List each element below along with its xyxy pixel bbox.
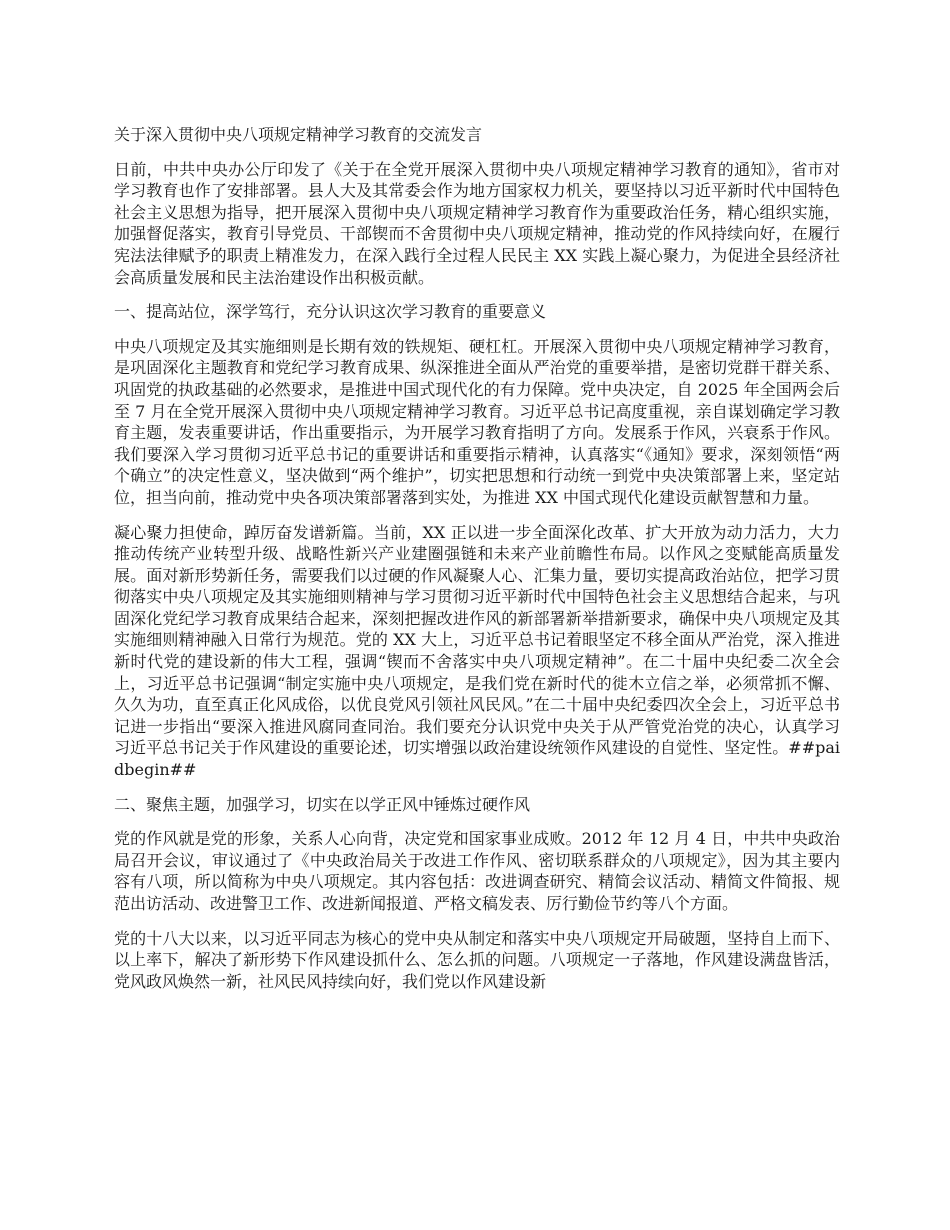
paragraph: 中央八项规定及其实施细则是长期有效的铁规矩、硬杠杠。开展深入贯彻中央八项规定精神学习教育，是巩固深化主题教育和党纪学习教育成果、纵深推进全面从严治党的重要举措，是密切党群干群关系、巩固党的执政基础的必然要求，是推进中国式现代化的有力保障。党中央决定，自 2025 年全国两会后至 7 月在全党开展深入贯彻中央八项规定精神学习教育。习近平总书记高度重视，亲自谋划确定学习教育主题，发表重要讲话，作出重要指示，为开展学习教育指明了方向。发展系于作风，兴衰系于作风。我们要深入学习贯彻习近平总书记的重要讲话和重要指示精神，认真落实“《通知》要求，深刻领悟“两个确立”的决定性意义，坚决做到“两个维护”，切实把思想和行动统一到党中央决策部署上来，坚定站位，担当向前，推动党中央各项决策部署落到实处，为推进 XX 中国式现代化建设贡献智慧和力量。	[114, 336, 840, 507]
paragraph: 日前，中共中央办公厅印发了《关于在全党开展深入贯彻中央八项规定精神学习教育的通知》，省市对学习教育也作了安排部署。县人大及其常委会作为地方国家权力机关，要坚持以习近平新时代中国特色社会主义思想为指导，把开展深入贯彻中央八项规定精神学习教育作为重要政治任务，精心组织实施，加强督促落实，教育引导党员、干部锲而不舍贯彻中央八项规定精神，推动党的作风持续向好，在履行宪法法律赋予的职责上精准发力，在深入践行全过程人民民主 XX 实践上凝心聚力，为促进全县经济社会高质量发展和民主法治建设作出积极贡献。	[114, 159, 840, 287]
section-heading: 一、提高站位，深学笃行，充分认识这次学习教育的重要意义	[114, 302, 547, 322]
paragraph: 凝心聚力担使命，踔厉奋发谱新篇。当前，XX 正以进一步全面深化改革、扩大开放为动力活力，大力推动传统产业转型升级、战略性新兴产业建圈强链和未来产业前瞻性布局。以作风之变赋能高质量发展。面对新形势新任务，需要我们以过硬的作风凝聚人心、汇集力量，要切实提高政治站位，把学习贯彻落实中央八项规定及其实施细则精神与学习贯彻习近平新时代中国特色社会主义思想结合起来，与巩固深化党纪学习教育成果结合起来，深刻把握改进作风的新部署新举措新要求，确保中央八项规定及其实施细则精神融入日常行为规范。党的 XX 大上，习近平总书记着眼坚定不移全面从严治党，深入推进新时代党的建设新的伟大工程，强调“锲而不舍落实中央八项规定精神”。在二十届中央纪委二次全会上，习近平总书记强调“制定实施中央八项规定，是我们党在新时代的徙木立信之举，必须常抓不懈、久久为功，直至真正化风成俗，以优良党风引领社风民风。”在二十届中央纪委四次全会上，习近平总书记进一步指出“要深入推进风腐同查同治。我们要充分认识党中央关于从严管党治党的决心，认真学习习近平总书记关于作风建设的重要论述，切实增强以政治建设统领作风建设的自觉性、坚定性。##paidbegin##	[114, 522, 840, 780]
document-page	[114, 124, 840, 1005]
section-heading: 二、聚焦主题，加强学习，切实在以学正风中锤炼过硬作风	[114, 794, 531, 814]
document-title: 关于深入贯彻中央八项规定精神学习教育的交流发言	[114, 125, 483, 144]
paragraph: 党的作风就是党的形象，关系人心向背，决定党和国家事业成败。2012 年 12 月 4 日，中共中央政治局召开会议，审议通过了《中央政治局关于改进工作作风、密切联系群众的八项规定》，因为其主要内容有八项，所以简称为中央八项规定。其内容包括：改进调查研究、精简会议活动、精简文件简报、规范出访活动、改进警卫工作、改进新闻报道、严格文稿发表、厉行勤俭节约等八个方面。	[114, 829, 840, 913]
paragraph: 党的十八大以来，以习近平同志为核心的党中央从制定和落实中央八项规定开局破题，坚持自上而下、以上率下，解决了新形势下作风建设抓什么、怎么抓的问题。八项规定一子落地，作风建设满盘皆活，党风政风焕然一新，社风民风持续向好，我们党以作风建设新	[114, 928, 840, 991]
